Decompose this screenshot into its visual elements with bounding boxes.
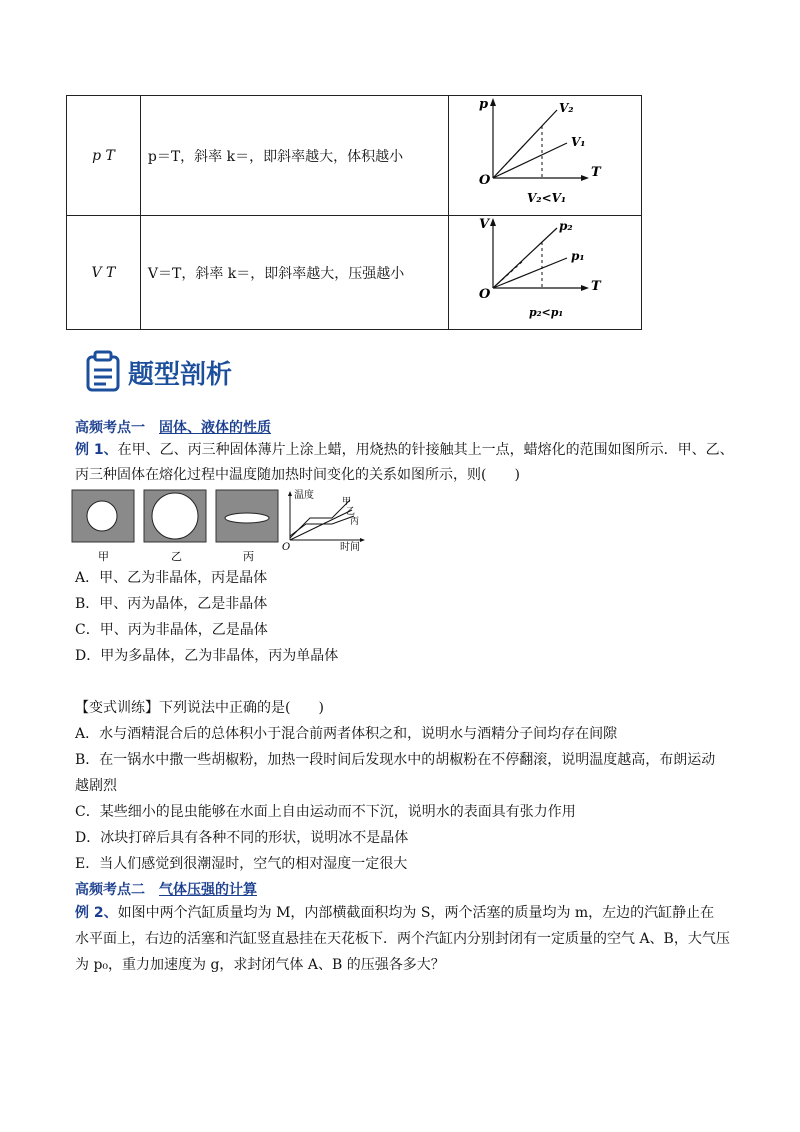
curve-label-jia: 甲 xyxy=(342,497,352,507)
option-b: B．甲、丙为晶体，乙是非晶体 xyxy=(75,596,268,612)
variant-option-b-cont: 越剧烈 xyxy=(75,778,117,794)
variant-stem: 【变式训练】下列说法中正确的是( ) xyxy=(75,700,324,716)
table-row xyxy=(67,216,642,330)
example-text: 在甲、乙、丙三种固体薄片上涂上蜡，用烧热的针接触其上一点，蜡熔化的范围如图所示．甲、乙、 xyxy=(117,442,734,458)
melt-circle-small xyxy=(87,501,117,531)
law-name: p T xyxy=(67,96,141,216)
topic-label: 高频考点一 xyxy=(75,420,145,436)
curve-yi xyxy=(290,510,352,540)
caption-bing: 丙 xyxy=(243,550,254,563)
topic-title: 固体、液体的性质 xyxy=(159,420,271,436)
curve-jia xyxy=(290,500,350,538)
law-name: V T xyxy=(67,216,141,330)
caption-yi: 乙 xyxy=(171,550,182,563)
law-description: p＝T，斜率 k＝，即斜率越大，体积越小 xyxy=(140,96,448,216)
option-c: C．甲、丙为非晶体，乙是晶体 xyxy=(75,622,268,638)
option-a: A．甲、乙为非晶体，丙是晶体 xyxy=(75,570,268,586)
topic-title: 气体压强的计算 xyxy=(159,882,257,898)
example-label: 例 2、 xyxy=(75,905,118,921)
graph-y-label: 温度 xyxy=(294,490,314,501)
graph-origin: O xyxy=(282,542,291,553)
y-axis-label: V xyxy=(478,217,490,232)
caption-jia: 甲 xyxy=(98,550,109,563)
melt-ellipse xyxy=(225,513,269,523)
x-axis-label: T xyxy=(590,279,601,294)
graph-caption: V₂<V₁ xyxy=(526,191,567,205)
document-list-icon xyxy=(84,350,122,392)
law-description: V＝T，斜率 k＝，即斜率越大，压强越小 xyxy=(140,216,448,330)
melt-circle-large xyxy=(152,493,198,539)
upper-line-label: V₂ xyxy=(558,101,574,115)
graph-caption: p₂<p₁ xyxy=(528,306,564,319)
y-axis-label: p xyxy=(478,97,489,112)
origin-label: O xyxy=(478,287,491,302)
example2-line2: 水平面上，右边的活塞和汽缸竖直悬挂在天花板下．两个汽缸内分别封闭有一定质量的空气 A、B，大气压 xyxy=(75,931,730,947)
upper-line-label: p₂ xyxy=(558,219,573,233)
example-label: 例 1、 xyxy=(75,442,118,458)
section-title: 题型剖析 xyxy=(128,360,233,390)
variant-option-c: C．某些细小的昆虫能够在水面上自由运动而不下沉，说明水的表面具有张力作用 xyxy=(75,804,576,820)
topic-label: 高频考点二 xyxy=(75,882,145,898)
vt-isobar-graph xyxy=(449,216,641,325)
lower-line-label: V₁ xyxy=(570,135,586,149)
lower-line-label: p₁ xyxy=(570,249,585,263)
curve-label-bing: 丙 xyxy=(350,517,360,527)
vt-graph-cell xyxy=(448,216,641,330)
example1-line1 xyxy=(75,440,734,460)
option-d: D．甲为多晶体，乙为非晶体，丙为单晶体 xyxy=(75,648,339,664)
example2-line1 xyxy=(75,903,714,923)
curve-bing xyxy=(290,516,354,536)
topic-heading-2 xyxy=(75,880,257,900)
example2-line3: 为 p₀，重力加速度为 g，求封闭气体 A、B 的压强各多大？ xyxy=(75,957,445,973)
pt-isochore-graph xyxy=(449,96,641,211)
variant-option-b: B．在一锅水中撒一些胡椒粉，加热一段时间后发现水中的胡椒粉在不停翻滚，说明温度越高，布朗运动 xyxy=(75,752,716,768)
topic-heading-1 xyxy=(75,418,271,438)
variant-option-d: D．冰块打碎后具有各种不同的形状，说明冰不是晶体 xyxy=(75,830,409,846)
example-text: 如图中两个汽缸质量均为 M，内部横截面积均为 S，两个活塞的质量均为 m，左边的汽缸静止在 xyxy=(117,905,715,921)
example1-line2: 丙三种固体在熔化过程中温度随加热时间变化的关系如图所示，则( ) xyxy=(75,467,520,483)
graph-x-label: 时间 xyxy=(340,542,360,553)
x-axis-label: T xyxy=(590,165,601,180)
variant-option-e: E．当人们感觉到很潮湿时，空气的相对湿度一定很大 xyxy=(75,856,408,872)
table-row xyxy=(67,96,642,216)
origin-label: O xyxy=(478,173,491,188)
variant-option-a: A．水与酒精混合后的总体积小于混合前两者体积之和，说明水与酒精分子间均存在间隙 xyxy=(75,726,618,742)
pt-graph-cell xyxy=(448,96,641,216)
curve-label-yi: 乙 xyxy=(346,507,356,517)
section-heading xyxy=(84,348,304,398)
gas-law-table xyxy=(66,95,642,330)
wax-melt-figure xyxy=(70,488,370,564)
